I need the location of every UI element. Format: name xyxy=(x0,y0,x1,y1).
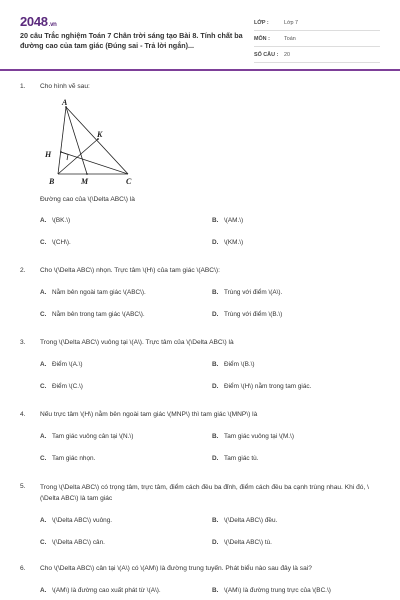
question-2-option-d[interactable] xyxy=(212,311,282,318)
triangle-figure xyxy=(40,97,150,187)
question-2-option-b[interactable] xyxy=(212,289,282,296)
question-number: 4. xyxy=(20,411,26,418)
question-5-number xyxy=(20,482,40,492)
question-text: Cho \(\Delta ABC\) nhọn. Trực tâm \(H\) của tam giác \(ABC\): xyxy=(40,267,220,274)
option-letter: D. xyxy=(212,539,219,546)
option-letter: C. xyxy=(40,455,47,462)
option-text: \(AM\) là đường cao xuất phát từ \(A\). xyxy=(52,587,161,594)
option-text: Điểm \(H\) nằm trong tam giác. xyxy=(224,383,312,390)
option-letter: A. xyxy=(40,587,47,594)
question-prompt: Cho hình vẽ sau: xyxy=(40,83,90,90)
option-letter: B. xyxy=(212,361,219,368)
option-letter: B. xyxy=(212,587,219,594)
question-4-text xyxy=(20,410,257,420)
option-letter: A. xyxy=(40,433,47,440)
question-4-option-b[interactable] xyxy=(212,433,294,440)
header xyxy=(0,0,400,70)
question-5-option-b[interactable] xyxy=(212,517,277,524)
option-letter: D. xyxy=(212,311,219,318)
question-5-option-a[interactable] xyxy=(40,517,112,524)
option-text: Nằm bên ngoài tam giác \(ABC\). xyxy=(52,289,146,296)
meta-value: Lớp 7 xyxy=(284,19,299,26)
question-6-text xyxy=(20,564,312,574)
option-text: Nằm bên trong tam giác \(ABC\). xyxy=(52,311,145,318)
question-number: 5. xyxy=(20,483,26,490)
option-text: \(AM\) là đường trung trực của \(BC.\) xyxy=(224,587,331,594)
option-letter: C. xyxy=(40,539,47,546)
question-1-prompt xyxy=(20,82,90,92)
question-3-text xyxy=(20,338,234,348)
question-1-text: Đường cao của \(\Delta ABC\) là xyxy=(40,196,135,203)
question-1-option-a[interactable] xyxy=(40,217,70,224)
question-5-option-d[interactable] xyxy=(212,539,272,546)
option-text: Tam giác nhọn. xyxy=(52,455,96,462)
option-letter: D. xyxy=(212,239,219,246)
question-1-option-d[interactable] xyxy=(212,239,243,246)
question-text: Nếu trực tâm \(H\) nằm bên ngoài tam giác \(MNP\) thì tam giác \(MNP\) là xyxy=(40,411,258,418)
question-3-option-a[interactable] xyxy=(40,361,83,368)
option-letter: C. xyxy=(40,311,47,318)
meta-label: MÔN : xyxy=(254,35,270,42)
question-1-option-b[interactable] xyxy=(212,217,243,224)
meta-value: 20 xyxy=(284,51,290,58)
question-6-option-b[interactable] xyxy=(212,587,331,594)
logo-text: 2048 xyxy=(20,14,48,29)
option-text: Trùng với điểm \(B.\) xyxy=(224,311,283,318)
question-1-option-c[interactable] xyxy=(40,239,71,246)
option-text: \(\Delta ABC\) tù. xyxy=(224,539,272,546)
page-title: 20 câu Trắc nghiệm Toán 7 Chân trời sáng tạo Bài 8. Tính chất ba đường cao của tam giác (Đúng sai - Trả lời ngắn)... xyxy=(20,31,243,50)
option-text: Điểm \(C.\) xyxy=(52,383,83,390)
question-5-option-c[interactable] xyxy=(40,539,105,546)
figure-label-m: M xyxy=(81,177,89,186)
question-4-option-d[interactable] xyxy=(212,455,258,462)
option-letter: B. xyxy=(212,217,219,224)
question-number: 6. xyxy=(20,565,26,572)
meta-row-subject xyxy=(254,31,380,47)
question-2-option-a[interactable] xyxy=(40,289,146,296)
option-text: \(\Delta ABC\) cân. xyxy=(52,539,105,546)
question-number: 3. xyxy=(20,339,26,346)
question-2-option-c[interactable] xyxy=(40,311,145,318)
meta-value: Toán xyxy=(284,35,296,42)
question-number: 1. xyxy=(20,83,26,90)
meta-label: SỐ CÂU : xyxy=(254,51,279,58)
option-letter: A. xyxy=(40,361,47,368)
option-text: \(\Delta ABC\) vuông. xyxy=(52,517,113,524)
option-letter: A. xyxy=(40,517,47,524)
option-text: \(KM.\) xyxy=(224,239,244,246)
option-text: \(AM.\) xyxy=(224,217,244,224)
figure-label-a: A xyxy=(62,98,68,107)
option-letter: B. xyxy=(212,517,219,524)
option-letter: C. xyxy=(40,383,47,390)
option-letter: D. xyxy=(212,383,219,390)
option-letter: D. xyxy=(212,455,219,462)
question-3-option-b[interactable] xyxy=(212,361,255,368)
option-text: Điểm \(B.\) xyxy=(224,361,255,368)
figure-label-b: B xyxy=(49,177,55,186)
site-logo[interactable] xyxy=(20,14,57,29)
option-text: Trùng với điểm \(A\). xyxy=(224,289,283,296)
meta-label: LỚP : xyxy=(254,19,269,26)
option-letter: B. xyxy=(212,433,219,440)
option-text: Tam giác tù. xyxy=(224,455,259,462)
option-letter: A. xyxy=(40,217,47,224)
question-text: Cho \(\Delta ABC\) cân tại \(A\) có \(AM\) là đường trung tuyến. Phát biểu nào sau đây là sai? xyxy=(40,565,312,572)
meta-row-count xyxy=(254,47,380,63)
meta-panel xyxy=(254,15,380,63)
question-text: Trong \(\Delta ABC\) vuông tại \(A\). Trực tâm của \(\Delta ABC\) là xyxy=(40,339,234,346)
figure-label-c: C xyxy=(126,177,132,186)
figure-label-k: K xyxy=(97,130,103,139)
question-3-option-c[interactable] xyxy=(40,383,83,390)
option-letter: A. xyxy=(40,289,47,296)
header-divider xyxy=(0,69,400,71)
option-text: Tam giác vuông cân tại \(N.\) xyxy=(52,433,134,440)
figure-label-h: H xyxy=(45,150,52,159)
question-4-option-a[interactable] xyxy=(40,433,133,440)
logo-suffix: .vn xyxy=(48,22,57,28)
option-text: \(BK.\) xyxy=(52,217,71,224)
option-letter: C. xyxy=(40,239,47,246)
question-4-option-c[interactable] xyxy=(40,455,95,462)
meta-row-grade xyxy=(254,15,380,31)
question-5-text: Trong \(\Delta ABC\) có trọng tâm, trực tâm, điểm cách đều ba đỉnh, điểm cách đều ba cạnh trùng nhau. Khi đó, \(\Delta ABC\) là tam giác xyxy=(40,484,369,502)
question-2-text xyxy=(20,266,220,276)
question-number: 2. xyxy=(20,267,26,274)
option-text: \(CH\). xyxy=(52,239,71,246)
option-text: \(\Delta ABC\) đều. xyxy=(224,517,278,524)
option-letter: B. xyxy=(212,289,219,296)
option-text: Điểm \(A.\) xyxy=(52,361,83,368)
option-text: Tam giác vuông tại \(M.\) xyxy=(224,433,294,440)
question-3-option-d[interactable] xyxy=(212,383,311,390)
question-6-option-a[interactable] xyxy=(40,587,161,594)
